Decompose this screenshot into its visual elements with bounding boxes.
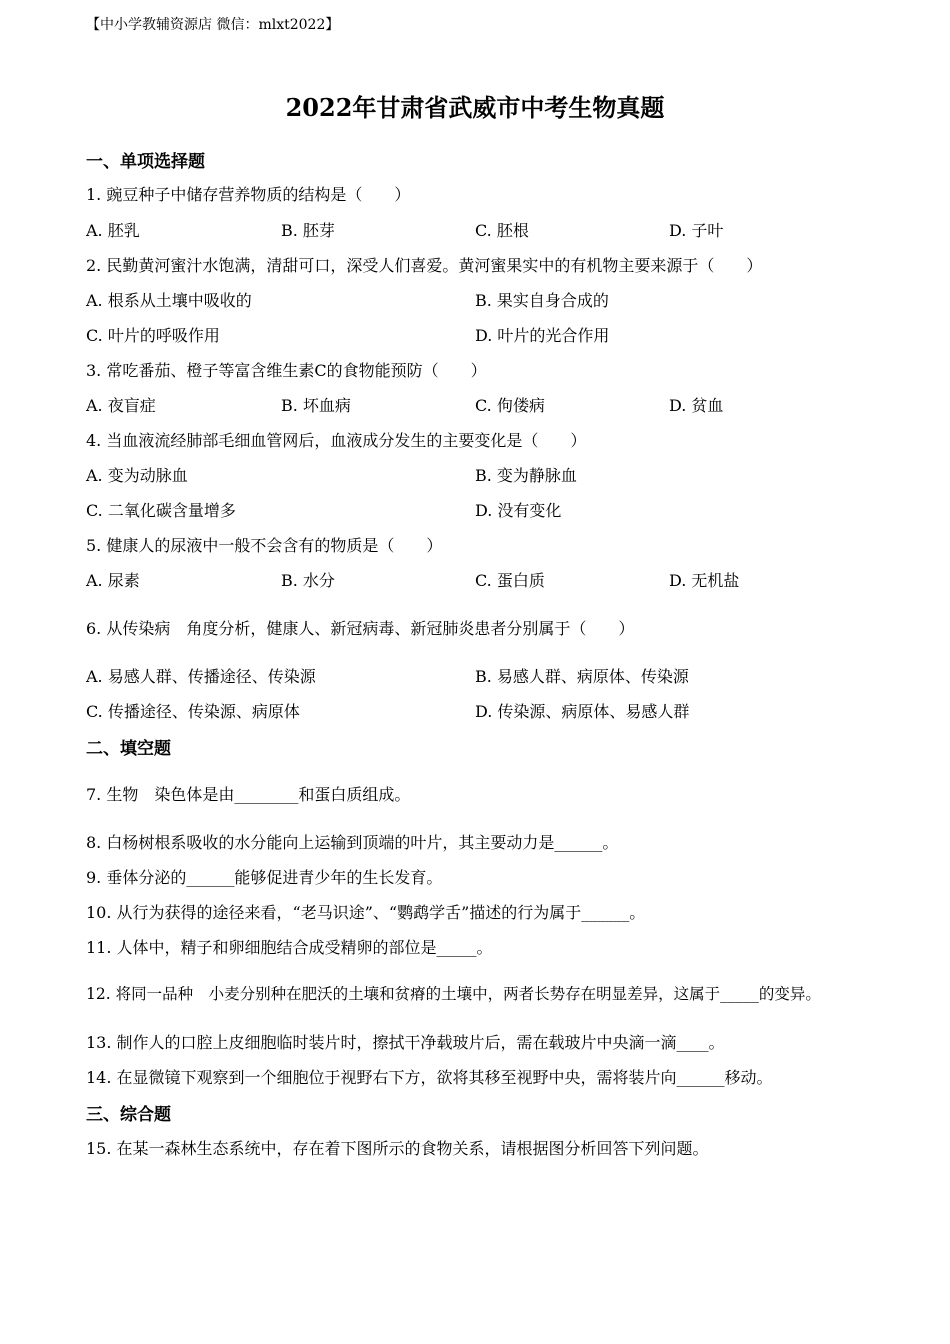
q4-option-d: D. 没有变化 [475,501,562,520]
question-13: 13. 制作人的口腔上皮细胞临时装片时，擦拭干净载玻片后，需在载玻片中央滴一滴____。 [86,1033,725,1052]
question-1: 1. 豌豆种子中储存营养物质的结构是（ ） [86,185,411,204]
q4-option-b: B. 变为静脉血 [475,466,577,485]
q1-option-a: A. 胚乳 [86,221,140,240]
question-8: 8. 白杨树根系吸收的水分能向上运输到顶端的叶片，其主要动力是______。 [86,833,619,852]
q1-option-d: D. 子叶 [669,221,724,240]
question-14: 14. 在显微镜下观察到一个细胞位于视野右下方，欲将其移至视野中央，需将装片向______移动。 [86,1068,773,1087]
section-heading-fill: 二、填空题 [86,739,171,759]
question-12: 12. 将同一品种 小麦分别种在肥沃的土壤和贫瘠的土壤中，两者长势存在明显差异，这属于_____的变异。 [86,985,821,1003]
question-4: 4. 当血液流经肺部毛细血管网后，血液成分发生的主要变化是（ ） [86,431,587,450]
question-11: 11. 人体中，精子和卵细胞结合成受精卵的部位是_____。 [86,938,493,957]
header-note: 【中小学教辅资源店 微信：mlxt2022】 [86,17,340,33]
q6-option-b: B. 易感人群、病原体、传染源 [475,667,689,686]
section-heading-comprehensive: 三、综合题 [86,1105,171,1125]
question-9: 9. 垂体分泌的______能够促进青少年的生长发育。 [86,868,443,887]
q4-option-c: C. 二氧化碳含量增多 [86,501,236,520]
q2-option-b: B. 果实自身合成的 [475,291,609,310]
page-title: 2022年甘肃省武威市中考生物真题 [285,93,665,122]
q3-option-a: A. 夜盲症 [86,396,156,415]
section-heading-choice: 一、单项选择题 [86,152,205,172]
q2-option-c: C. 叶片的呼吸作用 [86,326,220,345]
q3-option-b: B. 坏血病 [281,396,351,415]
question-5: 5. 健康人的尿液中一般不会含有的物质是（ ） [86,536,443,555]
q6-option-a: A. 易感人群、传播途径、传染源 [86,667,316,686]
question-3: 3. 常吃番茄、橙子等富含维生素C的食物能预防（ ） [86,361,487,380]
q1-option-c: C. 胚根 [475,221,529,240]
q4-option-a: A. 变为动脉血 [86,466,188,485]
q5-option-a: A. 尿素 [86,571,140,590]
q6-option-c: C. 传播途径、传染源、病原体 [86,702,300,721]
q3-option-d: D. 贫血 [669,396,724,415]
q6-option-d: D. 传染源、病原体、易感人群 [475,702,690,721]
question-2: 2. 民勤黄河蜜汁水饱满，清甜可口，深受人们喜爱。黄河蜜果实中的有机物主要来源于（ ） [86,256,763,275]
q5-option-c: C. 蛋白质 [475,571,545,590]
q3-option-c: C. 佝偻病 [475,396,545,415]
q5-option-b: B. 水分 [281,571,335,590]
q2-option-d: D. 叶片的光合作用 [475,326,610,345]
q5-option-d: D. 无机盐 [669,571,740,590]
question-7: 7. 生物 染色体是由________和蛋白质组成。 [86,785,411,804]
question-15: 15. 在某一森林生态系统中，存在着下图所示的食物关系，请根据图分析回答下列问题。 [86,1139,709,1158]
q2-option-a: A. 根系从土壤中吸收的 [86,291,252,310]
question-6: 6. 从传染病 角度分析，健康人、新冠病毒、新冠肺炎患者分别属于（ ） [86,619,635,638]
question-10: 10. 从行为获得的途径来看，“老马识途”、“鹦鹉学舌”描述的行为属于______。 [86,903,646,922]
q1-option-b: B. 胚芽 [281,221,335,240]
